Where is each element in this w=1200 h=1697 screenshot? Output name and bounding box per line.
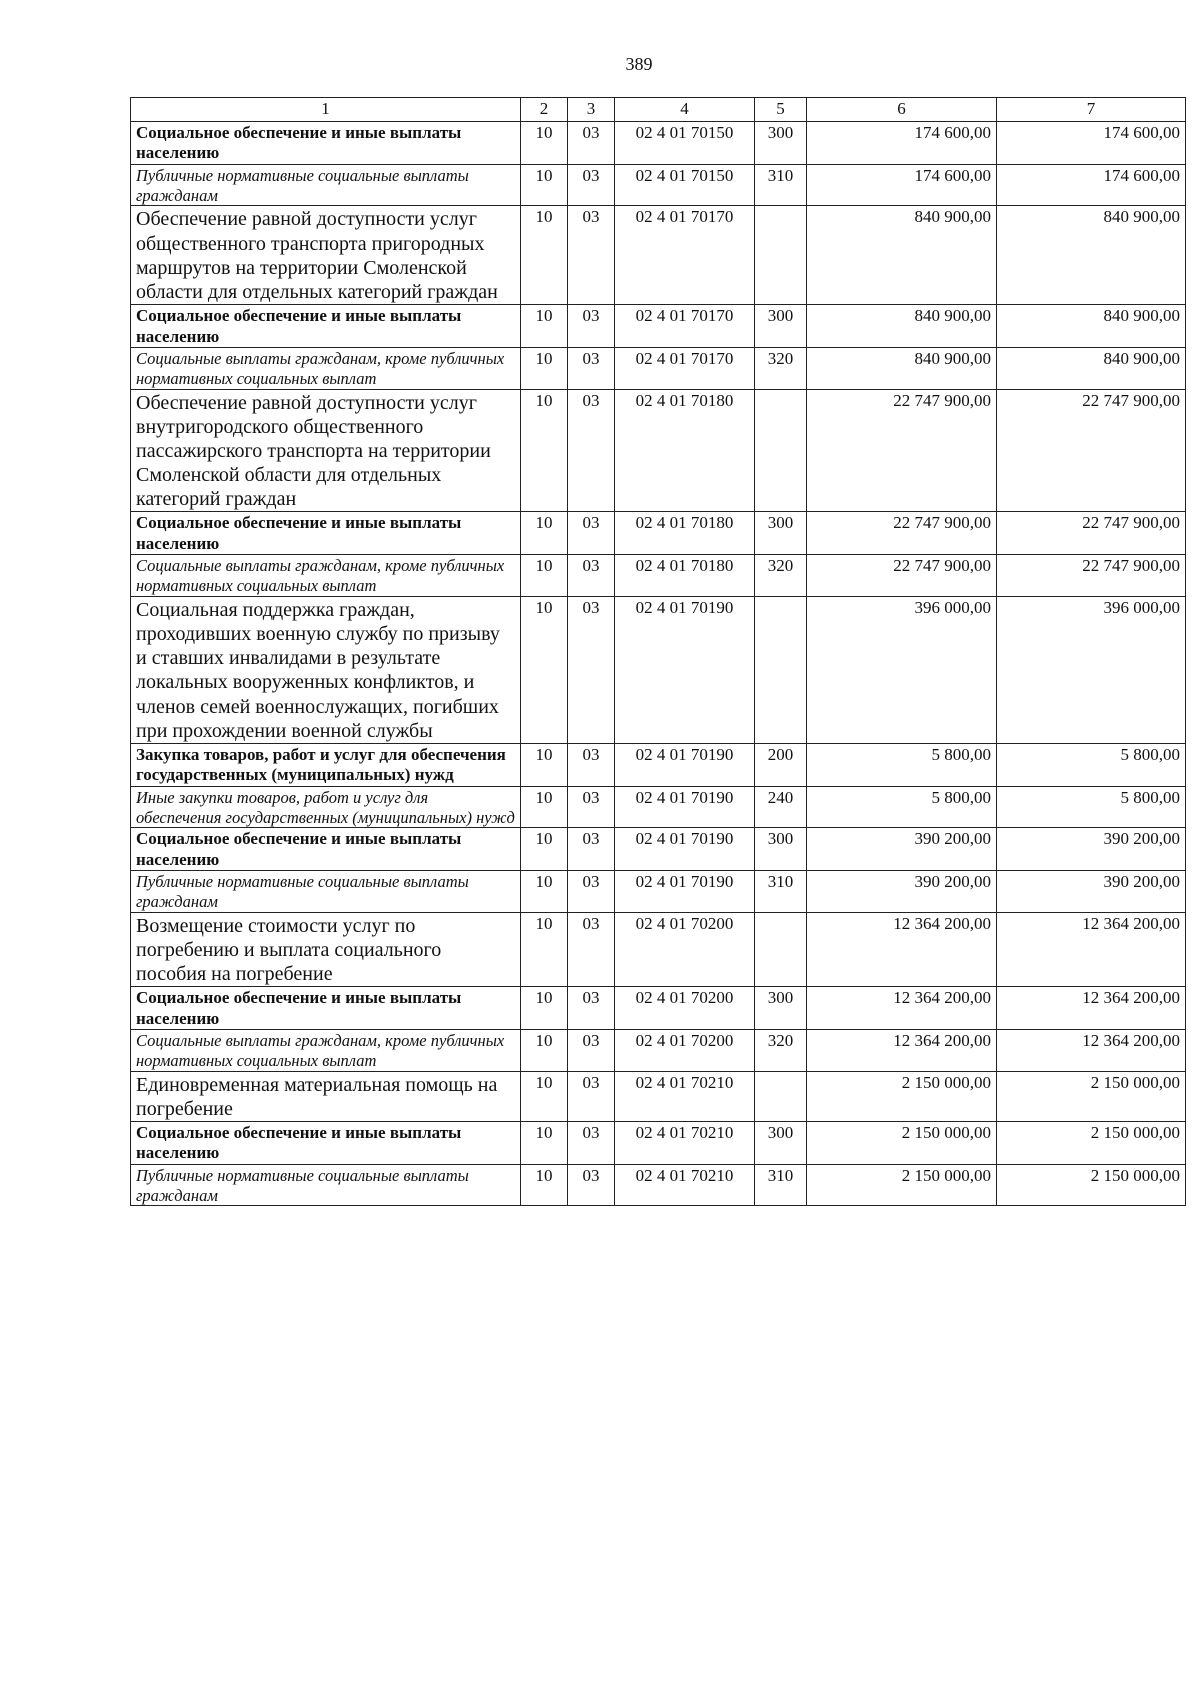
target-article-code: 02 4 01 70200 xyxy=(615,1030,755,1072)
section-code: 10 xyxy=(521,828,568,871)
section-code: 10 xyxy=(521,389,568,512)
expense-type-code xyxy=(755,389,807,512)
column-header: 2 xyxy=(521,98,568,122)
expense-type-code xyxy=(755,912,807,987)
target-article-code: 02 4 01 70170 xyxy=(615,305,755,348)
table-row xyxy=(131,1071,1186,1121)
expense-type-code xyxy=(755,1071,807,1121)
table-row xyxy=(131,305,1186,348)
row-name: Публичные нормативные социальные выплаты гражданам xyxy=(131,871,521,913)
expense-type-code: 300 xyxy=(755,1122,807,1165)
target-article-code: 02 4 01 70150 xyxy=(615,122,755,165)
amount-year-2: 396 000,00 xyxy=(997,596,1186,743)
target-article-code: 02 4 01 70210 xyxy=(615,1164,755,1206)
amount-year-1: 396 000,00 xyxy=(807,596,997,743)
row-name: Обеспечение равной доступности услуг общественного транспорта пригородных маршрутов на территории Смоленской области для отдельных категорий граждан xyxy=(131,206,521,305)
target-article-code: 02 4 01 70170 xyxy=(615,206,755,305)
amount-year-2: 22 747 900,00 xyxy=(997,555,1186,597)
amount-year-2: 22 747 900,00 xyxy=(997,512,1186,555)
subsection-code: 03 xyxy=(568,828,615,871)
row-name: Социальное обеспечение и иные выплаты населению xyxy=(131,987,521,1030)
expense-type-code: 310 xyxy=(755,164,807,206)
amount-year-2: 12 364 200,00 xyxy=(997,912,1186,987)
amount-year-1: 840 900,00 xyxy=(807,305,997,348)
amount-year-2: 2 150 000,00 xyxy=(997,1071,1186,1121)
subsection-code: 03 xyxy=(568,596,615,743)
row-name: Публичные нормативные социальные выплаты гражданам xyxy=(131,1164,521,1206)
amount-year-2: 22 747 900,00 xyxy=(997,389,1186,512)
row-name: Публичные нормативные социальные выплаты гражданам xyxy=(131,164,521,206)
table-row xyxy=(131,912,1186,987)
subsection-code: 03 xyxy=(568,1164,615,1206)
section-code: 10 xyxy=(521,596,568,743)
column-header: 4 xyxy=(615,98,755,122)
section-code: 10 xyxy=(521,512,568,555)
row-name: Социальное обеспечение и иные выплаты населению xyxy=(131,828,521,871)
amount-year-2: 12 364 200,00 xyxy=(997,987,1186,1030)
row-name: Социальная поддержка граждан, проходивших военную службу по призыву и ставших инвалидами в результате локальных вооруженных конфликтов, и членов семей военнослужащих, погибших при прохождении военной службы xyxy=(131,596,521,743)
amount-year-1: 2 150 000,00 xyxy=(807,1071,997,1121)
row-name: Социальные выплаты гражданам, кроме публичных нормативных социальных выплат xyxy=(131,1030,521,1072)
table-row xyxy=(131,206,1186,305)
table-row xyxy=(131,828,1186,871)
amount-year-1: 174 600,00 xyxy=(807,122,997,165)
amount-year-2: 390 200,00 xyxy=(997,871,1186,913)
row-name: Социальные выплаты гражданам, кроме публичных нормативных социальных выплат xyxy=(131,555,521,597)
amount-year-2: 174 600,00 xyxy=(997,164,1186,206)
target-article-code: 02 4 01 70190 xyxy=(615,828,755,871)
target-article-code: 02 4 01 70200 xyxy=(615,912,755,987)
expense-type-code: 320 xyxy=(755,555,807,597)
amount-year-1: 12 364 200,00 xyxy=(807,987,997,1030)
table-row xyxy=(131,743,1186,786)
target-article-code: 02 4 01 70190 xyxy=(615,786,755,828)
section-code: 10 xyxy=(521,1071,568,1121)
expense-type-code: 300 xyxy=(755,305,807,348)
target-article-code: 02 4 01 70190 xyxy=(615,596,755,743)
amount-year-1: 22 747 900,00 xyxy=(807,389,997,512)
expense-type-code: 320 xyxy=(755,347,807,389)
amount-year-2: 12 364 200,00 xyxy=(997,1030,1186,1072)
expense-type-code: 200 xyxy=(755,743,807,786)
expense-type-code: 310 xyxy=(755,1164,807,1206)
amount-year-2: 5 800,00 xyxy=(997,786,1186,828)
row-name: Единовременная материальная помощь на погребение xyxy=(131,1071,521,1121)
row-name: Иные закупки товаров, работ и услуг для обеспечения государственных (муниципальных) нужд xyxy=(131,786,521,828)
table-row xyxy=(131,786,1186,828)
target-article-code: 02 4 01 70190 xyxy=(615,871,755,913)
expense-type-code: 300 xyxy=(755,512,807,555)
table-row xyxy=(131,871,1186,913)
column-header: 7 xyxy=(997,98,1186,122)
amount-year-1: 5 800,00 xyxy=(807,786,997,828)
section-code: 10 xyxy=(521,206,568,305)
amount-year-1: 5 800,00 xyxy=(807,743,997,786)
expense-type-code: 300 xyxy=(755,122,807,165)
expense-type-code: 310 xyxy=(755,871,807,913)
table-row xyxy=(131,164,1186,206)
amount-year-2: 840 900,00 xyxy=(997,305,1186,348)
amount-year-1: 840 900,00 xyxy=(807,347,997,389)
row-name: Социальное обеспечение и иные выплаты населению xyxy=(131,1122,521,1165)
row-name: Социальное обеспечение и иные выплаты населению xyxy=(131,122,521,165)
section-code: 10 xyxy=(521,347,568,389)
expense-type-code: 320 xyxy=(755,1030,807,1072)
amount-year-1: 840 900,00 xyxy=(807,206,997,305)
subsection-code: 03 xyxy=(568,122,615,165)
subsection-code: 03 xyxy=(568,305,615,348)
target-article-code: 02 4 01 70170 xyxy=(615,347,755,389)
page-number: 389 xyxy=(625,54,653,74)
amount-year-1: 174 600,00 xyxy=(807,164,997,206)
expense-type-code xyxy=(755,206,807,305)
subsection-code: 03 xyxy=(568,912,615,987)
expense-type-code: 300 xyxy=(755,828,807,871)
section-code: 10 xyxy=(521,743,568,786)
amount-year-2: 840 900,00 xyxy=(997,347,1186,389)
amount-year-1: 390 200,00 xyxy=(807,828,997,871)
amount-year-2: 174 600,00 xyxy=(997,122,1186,165)
table-row xyxy=(131,555,1186,597)
amount-year-2: 390 200,00 xyxy=(997,828,1186,871)
table-row xyxy=(131,1122,1186,1165)
table-row xyxy=(131,1030,1186,1072)
amount-year-2: 840 900,00 xyxy=(997,206,1186,305)
subsection-code: 03 xyxy=(568,164,615,206)
section-code: 10 xyxy=(521,912,568,987)
subsection-code: 03 xyxy=(568,389,615,512)
subsection-code: 03 xyxy=(568,512,615,555)
section-code: 10 xyxy=(521,786,568,828)
section-code: 10 xyxy=(521,1164,568,1206)
table-row xyxy=(131,512,1186,555)
subsection-code: 03 xyxy=(568,743,615,786)
subsection-code: 03 xyxy=(568,786,615,828)
amount-year-1: 2 150 000,00 xyxy=(807,1164,997,1206)
subsection-code: 03 xyxy=(568,347,615,389)
budget-table xyxy=(130,97,1186,1206)
section-code: 10 xyxy=(521,122,568,165)
subsection-code: 03 xyxy=(568,1071,615,1121)
subsection-code: 03 xyxy=(568,871,615,913)
table-row xyxy=(131,122,1186,165)
subsection-code: 03 xyxy=(568,555,615,597)
amount-year-2: 2 150 000,00 xyxy=(997,1164,1186,1206)
column-header: 1 xyxy=(131,98,521,122)
amount-year-1: 22 747 900,00 xyxy=(807,512,997,555)
target-article-code: 02 4 01 70180 xyxy=(615,555,755,597)
target-article-code: 02 4 01 70190 xyxy=(615,743,755,786)
row-name: Социальные выплаты гражданам, кроме публичных нормативных социальных выплат xyxy=(131,347,521,389)
row-name: Возмещение стоимости услуг по погребению и выплата социального пособия на погребение xyxy=(131,912,521,987)
table-row xyxy=(131,596,1186,743)
table-row xyxy=(131,987,1186,1030)
section-code: 10 xyxy=(521,987,568,1030)
column-number-header xyxy=(131,98,1186,122)
table-row xyxy=(131,1164,1186,1206)
amount-year-1: 390 200,00 xyxy=(807,871,997,913)
row-name: Обеспечение равной доступности услуг внутригородского общественного пассажирского транспорта на территории Смоленской области для отдельных категорий граждан xyxy=(131,389,521,512)
section-code: 10 xyxy=(521,164,568,206)
section-code: 10 xyxy=(521,1122,568,1165)
target-article-code: 02 4 01 70180 xyxy=(615,389,755,512)
section-code: 10 xyxy=(521,305,568,348)
row-name: Социальное обеспечение и иные выплаты населению xyxy=(131,512,521,555)
amount-year-2: 2 150 000,00 xyxy=(997,1122,1186,1165)
column-header: 5 xyxy=(755,98,807,122)
section-code: 10 xyxy=(521,1030,568,1072)
amount-year-1: 12 364 200,00 xyxy=(807,912,997,987)
expense-type-code xyxy=(755,596,807,743)
table-row xyxy=(131,389,1186,512)
amount-year-1: 2 150 000,00 xyxy=(807,1122,997,1165)
table-row xyxy=(131,347,1186,389)
row-name: Закупка товаров, работ и услуг для обеспечения государственных (муниципальных) нужд xyxy=(131,743,521,786)
amount-year-1: 22 747 900,00 xyxy=(807,555,997,597)
target-article-code: 02 4 01 70150 xyxy=(615,164,755,206)
column-header: 6 xyxy=(807,98,997,122)
target-article-code: 02 4 01 70210 xyxy=(615,1071,755,1121)
subsection-code: 03 xyxy=(568,206,615,305)
amount-year-1: 12 364 200,00 xyxy=(807,1030,997,1072)
subsection-code: 03 xyxy=(568,1122,615,1165)
subsection-code: 03 xyxy=(568,987,615,1030)
section-code: 10 xyxy=(521,555,568,597)
amount-year-2: 5 800,00 xyxy=(997,743,1186,786)
target-article-code: 02 4 01 70180 xyxy=(615,512,755,555)
column-header: 3 xyxy=(568,98,615,122)
subsection-code: 03 xyxy=(568,1030,615,1072)
target-article-code: 02 4 01 70210 xyxy=(615,1122,755,1165)
expense-type-code: 240 xyxy=(755,786,807,828)
section-code: 10 xyxy=(521,871,568,913)
row-name: Социальное обеспечение и иные выплаты населению xyxy=(131,305,521,348)
expense-type-code: 300 xyxy=(755,987,807,1030)
target-article-code: 02 4 01 70200 xyxy=(615,987,755,1030)
